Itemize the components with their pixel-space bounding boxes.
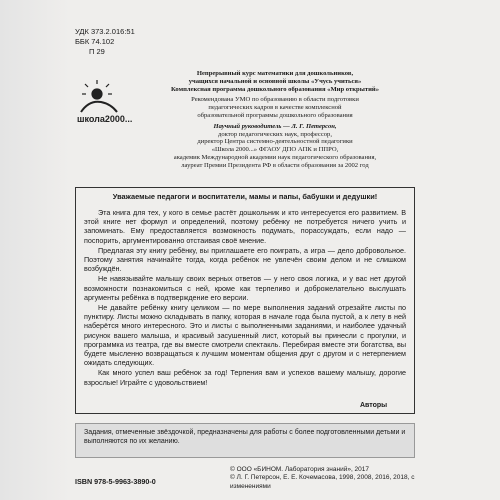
preface-paragraph: Не давайте ребёнку книгу целиком — по мере выполнения заданий отрезайте листы по пунктиру. Листы можно складывать в папку, которая в начале года была пустой, а к лету в ней наберётся много интересного. Это и листы с выполненными заданиями, и наиболее удачный рисунок вашего малыша, и красивый засушенный лист, который вы принесли с прогулки, и программка из театра, где вы вместе смотрели спектакль. Перебирая вместе эти богатства, вы будете мысленно возвращаться к лучшим моментам общения друг с другом и с нетерпением ожидать следующих. [84, 303, 406, 368]
preface-paragraph: Как много успел ваш ребёнок за год! Терпения вам и успехов вашему малышу, дорогие взрослые! Играйте с удовольствием! [84, 368, 406, 387]
course-title: Непрерывный курс математики для дошкольников, [196, 70, 354, 77]
recommendation-line2: педагогических кадров в качестве комплексной [208, 104, 342, 112]
recommendation-line1: Рекомендована УМО по образованию в области подготовки [191, 96, 359, 104]
bbk-code: ББК 74.102 [75, 37, 115, 46]
course-subtitle: учащихся начальной и основной школы «Учусь учиться» [188, 77, 362, 85]
supervisor-degree: доктор педагогических наук, профессор, [217, 130, 333, 138]
udk-code: УДК 373.2.016:51 [75, 27, 135, 36]
isbn: ISBN 978-5-9963-3890-0 [75, 477, 156, 486]
author-mark: П 29 [89, 47, 105, 56]
logo-text: школа2000... [77, 114, 133, 124]
authors-copyright: © Л. Г. Петерсон, Е. Е. Кочемасова, 1998, 2008, 2016, 2018, с изменениями [230, 474, 415, 490]
starred-tasks-note: Задания, отмеченные звёздочкой, предназначены для работы с более подготовленными детьми и выполняются по их желанию. [75, 423, 415, 458]
recommendation-line3: образовательной программы дошкольного образования [197, 111, 353, 119]
copyright-block [230, 466, 430, 491]
program-title: Комплексная программа дошкольного образования «Мир открытий» [170, 85, 379, 93]
supervisor-award: лауреат Премии Президента РФ в области образования за 2002 год [181, 161, 369, 169]
supervisor-position: директор Центра системно-деятельностной педагогики [197, 138, 353, 146]
preface-title: Уважаемые педагоги и воспитатели, мамы и папы, бабушки и дедушки! [112, 192, 378, 201]
preface-paragraph: Эта книга для тех, у кого в семье растёт дошкольник и кто интересуется его развитием. В этой книге нет формул и определений, поэтому ребёнку не потребуется ничего учить и запоминать. Ему предоставляется возможность подумать, порассуждать, если надо — поспорить, аргументированно отстаивая своё мнение. [84, 208, 406, 245]
preface-paragraph: Предлагая эту книгу ребёнку, вы приглашаете его поиграть, а игра — дело добровольное. Поэтому занятия начинайте тогда, когда ребёнок не увлечён своим делом и не слишком возбуждён. [84, 245, 406, 274]
authors-signature: Авторы [360, 402, 388, 409]
supervisor-academy: академик Международной академии наук педагогического образования, [173, 153, 377, 161]
series-header [110, 70, 440, 170]
page-shadow [0, 0, 70, 500]
supervisor-org: «Школа 2000...» ФГАОУ ДПО АПК и ППРО, [211, 146, 339, 154]
preface-text [84, 208, 406, 388]
preface-paragraph: Не навязывайте малышу своих верных ответов — у него своя логика, и у вас нет другой возможности познакомиться с ней, кроме как терпеливо и доброжелательно выслушать аргументы ребёнка в подтверждение его версии. [84, 274, 406, 302]
catalog-block [75, 27, 135, 57]
publisher-copyright: © ООО «БИНОМ. Лаборатория знаний», 2017 [230, 466, 370, 473]
scientific-supervisor: Научный руководитель — Л. Г. Петерсон, [213, 122, 337, 130]
